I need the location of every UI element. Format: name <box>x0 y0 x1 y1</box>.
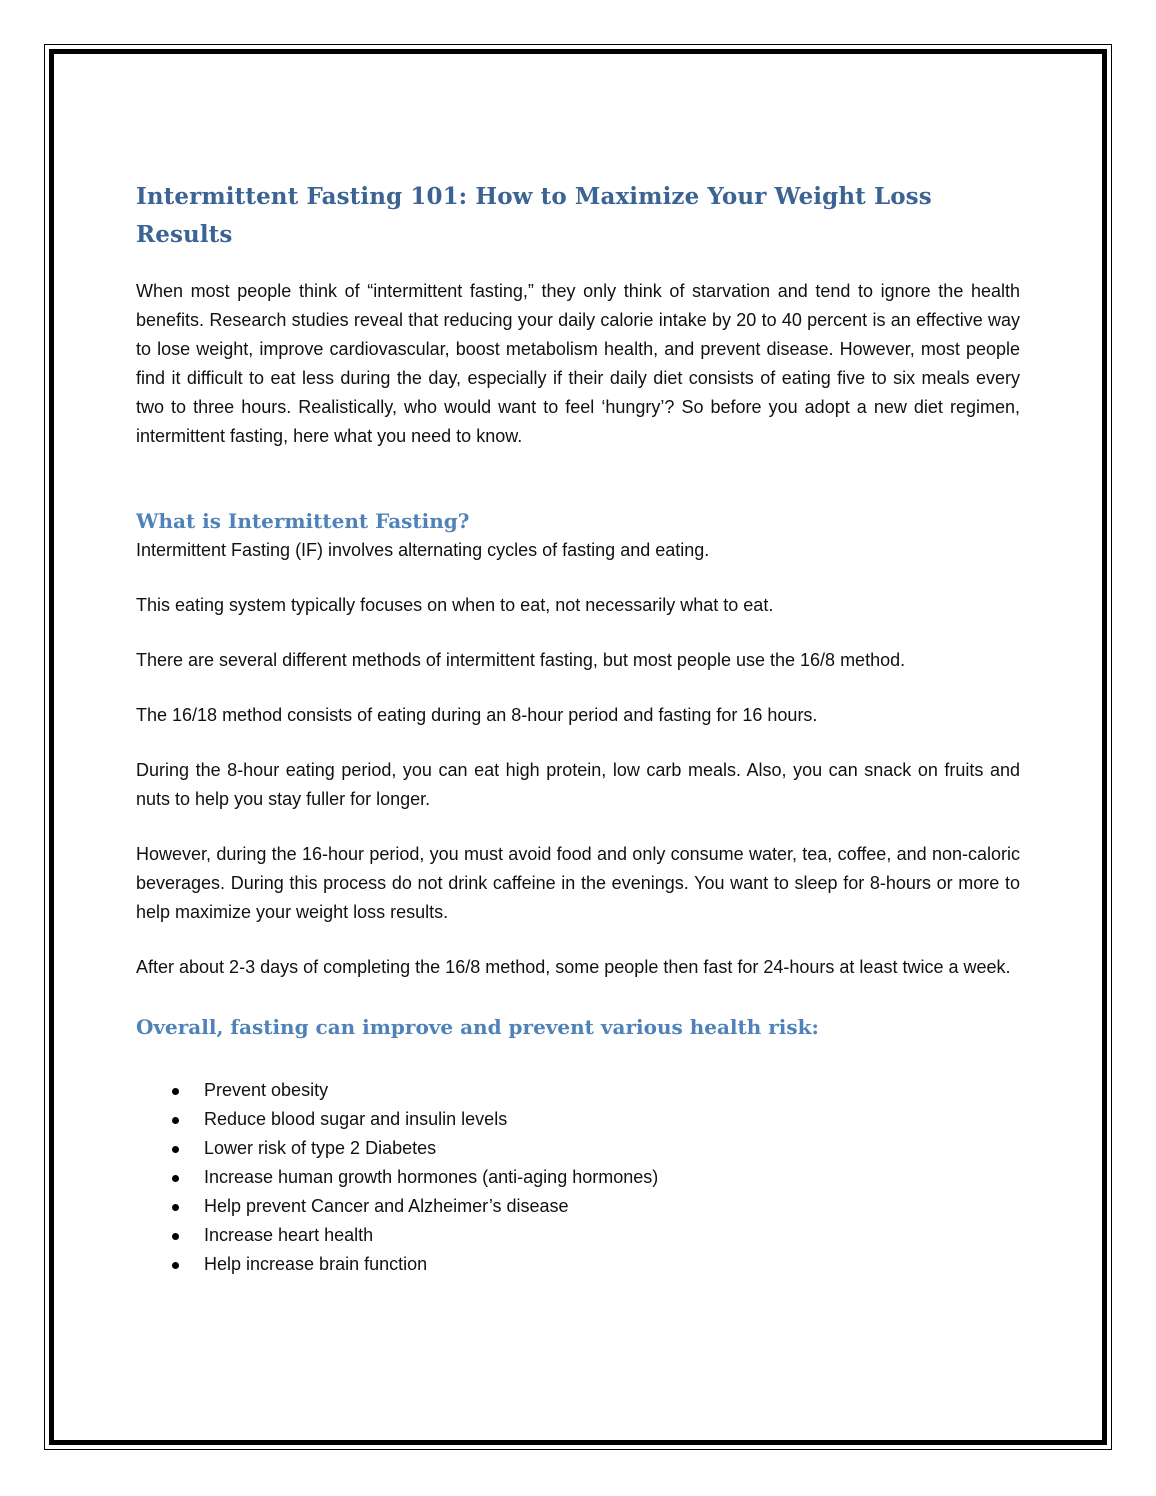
list-item <box>136 1163 1020 1192</box>
list-item <box>136 1105 1020 1134</box>
list-item <box>136 1134 1020 1163</box>
document-title: Intermittent Fasting 101: How to Maximize Your Weight Loss Results <box>136 183 932 248</box>
list-item <box>136 1221 1020 1250</box>
section-health-risks <box>136 1012 1020 1279</box>
list-item-text: Increase heart health <box>204 1225 374 1245</box>
section-paragraph: This eating system typically focuses on when to eat, not necessarily what to eat. <box>136 595 774 615</box>
section-paragraph: However, during the 16-hour period, you must avoid food and only consume water, tea, coffee, and non-caloric beverages. During this process do not drink caffeine in the evenings. You want to sleep for 8-hours or more to help maximize your weight loss results. <box>136 844 1020 922</box>
list-item-text: Reduce blood sugar and insulin levels <box>204 1109 508 1129</box>
list-item <box>136 1192 1020 1221</box>
section-paragraph: During the 8-hour eating period, you can eat high protein, low carb meals. Also, you can snack on fruits and nuts to help you stay fuller for longer. <box>136 760 1020 809</box>
health-benefits-list <box>136 1076 1020 1279</box>
bullet-icon <box>172 1146 179 1153</box>
bullet-icon <box>172 1233 179 1240</box>
bullet-icon <box>172 1175 179 1182</box>
document-content <box>136 178 1020 1279</box>
list-item-text: Lower risk of type 2 Diabetes <box>204 1138 437 1158</box>
intro-paragraph: When most people think of “intermittent fasting,” they only think of starvation and tend to ignore the health benefits. Research studies reveal that reducing your daily calorie intake by 20 to 40 percent is an effective way to lose weight, improve cardiovascular, boost metabolism health, and prevent disease. However, most people find it difficult to eat less during the day, especially if their daily diet consists of eating five to six meals every two to three hours. Realistically, who would want to feel ‘hungry’? So before you adopt a new diet regimen, intermittent fasting, here what you need to know. <box>136 281 1020 446</box>
bullet-icon <box>172 1117 179 1124</box>
section-paragraph: There are several different methods of intermittent fasting, but most people use the 16/8 method. <box>136 650 906 670</box>
section-paragraph: Intermittent Fasting (IF) involves alternating cycles of fasting and eating. <box>136 540 710 560</box>
list-item-text: Prevent obesity <box>204 1080 329 1100</box>
section-heading-health-risks: Overall, fasting can improve and prevent various health risk: <box>136 1015 819 1039</box>
bullet-icon <box>172 1204 179 1211</box>
list-item-text: Help increase brain function <box>204 1254 428 1274</box>
section-heading-what-is-if: What is Intermittent Fasting? <box>136 509 470 533</box>
section-what-is-if <box>136 506 1020 982</box>
list-item-text: Help prevent Cancer and Alzheimer’s disease <box>204 1196 569 1216</box>
section-paragraph: After about 2-3 days of completing the 16/8 method, some people then fast for 24-hours at least twice a week. <box>136 957 1011 977</box>
list-item <box>136 1076 1020 1105</box>
list-item-text: Increase human growth hormones (anti-aging hormones) <box>204 1167 659 1187</box>
section-paragraph: The 16/18 method consists of eating during an 8-hour period and fasting for 16 hours. <box>136 705 818 725</box>
bullet-icon <box>172 1088 179 1095</box>
bullet-icon <box>172 1262 179 1269</box>
list-item <box>136 1250 1020 1279</box>
